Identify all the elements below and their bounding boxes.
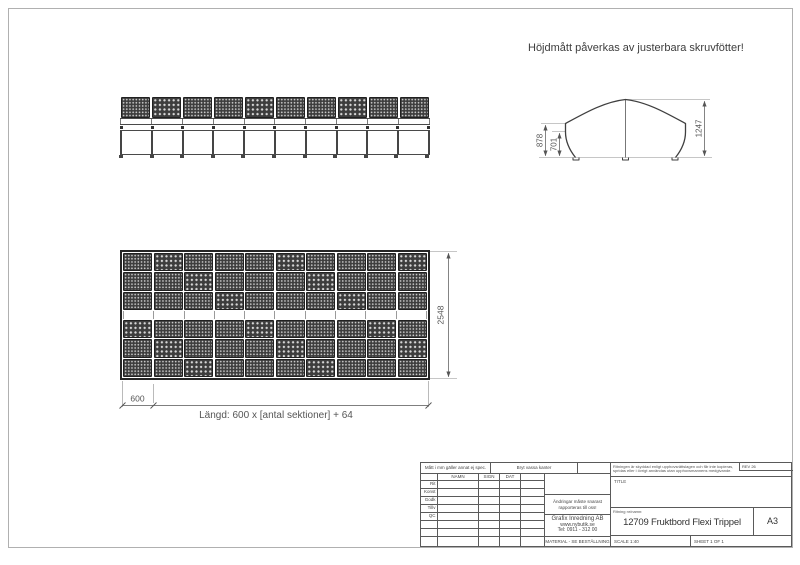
end-elevation-view [525,88,725,168]
tb-row [421,521,545,529]
bracket-dot [427,126,430,129]
tb-row-label [421,521,438,528]
tb-cell [438,537,479,546]
tb-cell [500,537,521,546]
tb-cell [421,474,438,480]
table-leg [305,131,307,154]
tb-cell [500,489,521,496]
tb-cell [479,529,500,536]
dim-600: 600 [130,393,145,404]
fruit-crate [400,97,429,118]
side-elevation-view [120,97,430,160]
table-leg [120,131,122,154]
fruit-crate [214,97,243,118]
tb-header-row [421,474,545,481]
section-divider [398,119,399,124]
fruit-crate [276,97,305,118]
tb-cell [479,513,500,520]
fruit-crate [369,97,398,118]
section-divider [213,119,214,124]
adjustable-foot [364,155,368,158]
bracket-dot [151,126,154,129]
table-leg [212,131,214,154]
paper-size: A3 [754,507,791,535]
plan-dimensions [85,240,475,430]
bracket-dot [273,126,276,129]
tb-cell [438,505,479,512]
tb-cell [521,529,545,536]
tb-header-namn: NAMN [438,474,479,480]
section-divider [305,119,306,124]
fruit-crate [121,97,150,118]
fruit-crate [338,97,367,118]
section-divider [429,119,430,124]
tb-row-label: Godk [421,497,438,504]
section-divider [151,119,152,124]
scale-cell: SCALE 1:40 [611,535,691,546]
changes-note [545,495,610,515]
tb-cell [479,505,500,512]
adjustable-foot [272,155,276,158]
copyright-line2: spridas eller i övrigt användas utan upphovsmannens medgivande. [613,468,732,474]
tb-empty-cell [545,474,610,495]
table-leg [428,131,430,154]
side-elevation-feet [119,155,429,158]
title-label: TITLE [614,479,627,484]
tb-cell [438,513,479,520]
table-leg [366,131,368,154]
tb-cell [479,481,500,488]
section-divider [336,119,337,124]
fruit-crate [152,97,181,118]
dim-1247: 1247 [694,119,704,138]
feet-outline [573,158,678,161]
bracket-dot [335,126,338,129]
company-tel: Tel: 0911 - 312 00 [557,527,598,534]
tb-cell [521,537,545,546]
tb-cell [500,505,521,512]
tb-row [421,529,545,537]
tb-header-sign: SIGN [479,474,500,480]
adjustable-foot [303,155,307,158]
tb-cell [521,497,545,504]
tb-cell [500,521,521,528]
tb-cell [521,481,545,488]
tb-grid-rows [421,474,545,546]
drawing-number-label: Ritning nr/namn: [613,509,643,514]
tb-row-label [421,537,438,546]
tb-row-label: Rit [421,481,438,488]
tb-empty-cell [578,463,610,474]
side-elevation-crates [121,97,429,118]
changes-note-line1: Ändringar måste snarast [552,499,603,504]
tb-cell [438,529,479,536]
tb-cell [479,497,500,504]
tb-row [421,513,545,521]
tb-cell [479,489,500,496]
section-divider [274,119,275,124]
tb-row [421,537,545,546]
adjustable-foot [119,155,123,158]
tb-cell [521,513,545,520]
bracket-dot [243,126,246,129]
company-name: Grafix Inredning AB [551,516,604,523]
tb-cell [500,529,521,536]
material-note: MATERIAL - SE BESTÄLLNING [545,538,610,544]
table-leg [274,131,276,154]
tb-row-label: QC [421,513,438,520]
company-info [545,515,610,537]
section-divider [120,119,121,124]
section-divider [244,119,245,124]
fruit-crate [183,97,212,118]
tb-cell [438,481,479,488]
tb-cell [521,474,545,480]
bracket-dot [366,126,369,129]
drawing-title: 12709 Fruktbord Flexi Trippel [623,517,741,529]
table-leg [151,131,153,154]
rev-cell: REV 26 [739,463,793,471]
section-divider [367,119,368,124]
company-web: www.nybutik.se [560,521,595,528]
copyright-line1: Ritningen är skyddad enligt upphovsrättslagen och får inte kopieras, [613,463,734,469]
tb-cell [438,497,479,504]
tb-cell [479,537,500,546]
adjustable-foot [394,155,398,158]
adjustable-foot [150,155,154,158]
tb-row-label: Tillv [421,505,438,512]
adjustable-foot [211,155,215,158]
dim-701: 701 [549,137,559,152]
bracket-dot [304,126,307,129]
bracket-dot [120,126,123,129]
tb-cell [500,513,521,520]
side-elevation-legs [120,131,430,154]
tb-cell [479,521,500,528]
section-divider [182,119,183,124]
table-leg [243,131,245,154]
tb-right-part [611,463,791,546]
fruit-crate [307,97,336,118]
bracket-dot [181,126,184,129]
adjustable-foot [180,155,184,158]
tb-cell [521,489,545,496]
table-leg [336,131,338,154]
adjustable-foot [333,155,337,158]
tb-row-label: Konst [421,489,438,496]
tb-row-label [421,529,438,536]
drawing-name-cell [611,507,754,535]
extension-lines [123,252,458,408]
adjustable-foot [241,155,245,158]
tb-row [421,489,545,497]
tb-cell [521,505,545,512]
table-leg [397,131,399,154]
tb-row [421,497,545,505]
tb-cell [521,521,545,528]
tb-header-dat: DAT [500,474,521,480]
fruit-crate [245,97,274,118]
bracket-dot [396,126,399,129]
dim-2548: 2548 [435,305,446,325]
tb-cell [438,521,479,528]
tb-cell [438,489,479,496]
tolerance-note: Mått i mm gäller annat ej spec. [421,463,491,474]
dim-878: 878 [535,133,545,148]
side-elevation-apron [120,118,430,125]
tb-row [421,505,545,513]
tb-row [421,481,545,489]
tb-cell [500,497,521,504]
length-formula: Längd: 600 x [antal sektioner] + 64 [199,410,353,421]
table-leg [182,131,184,154]
changes-note-line2: rapporteras till oss! [558,504,597,510]
tb-cell [500,481,521,488]
adjustable-foot [425,155,429,158]
height-note: Höjdmått påverkas av justerbara skruvfötter! [528,42,744,54]
edges-note: Bryt vassa kanter [491,463,578,474]
sheet-cell: SHEET 1 OF 1 [691,535,791,546]
title-block [420,462,792,547]
bracket-dot [212,126,215,129]
